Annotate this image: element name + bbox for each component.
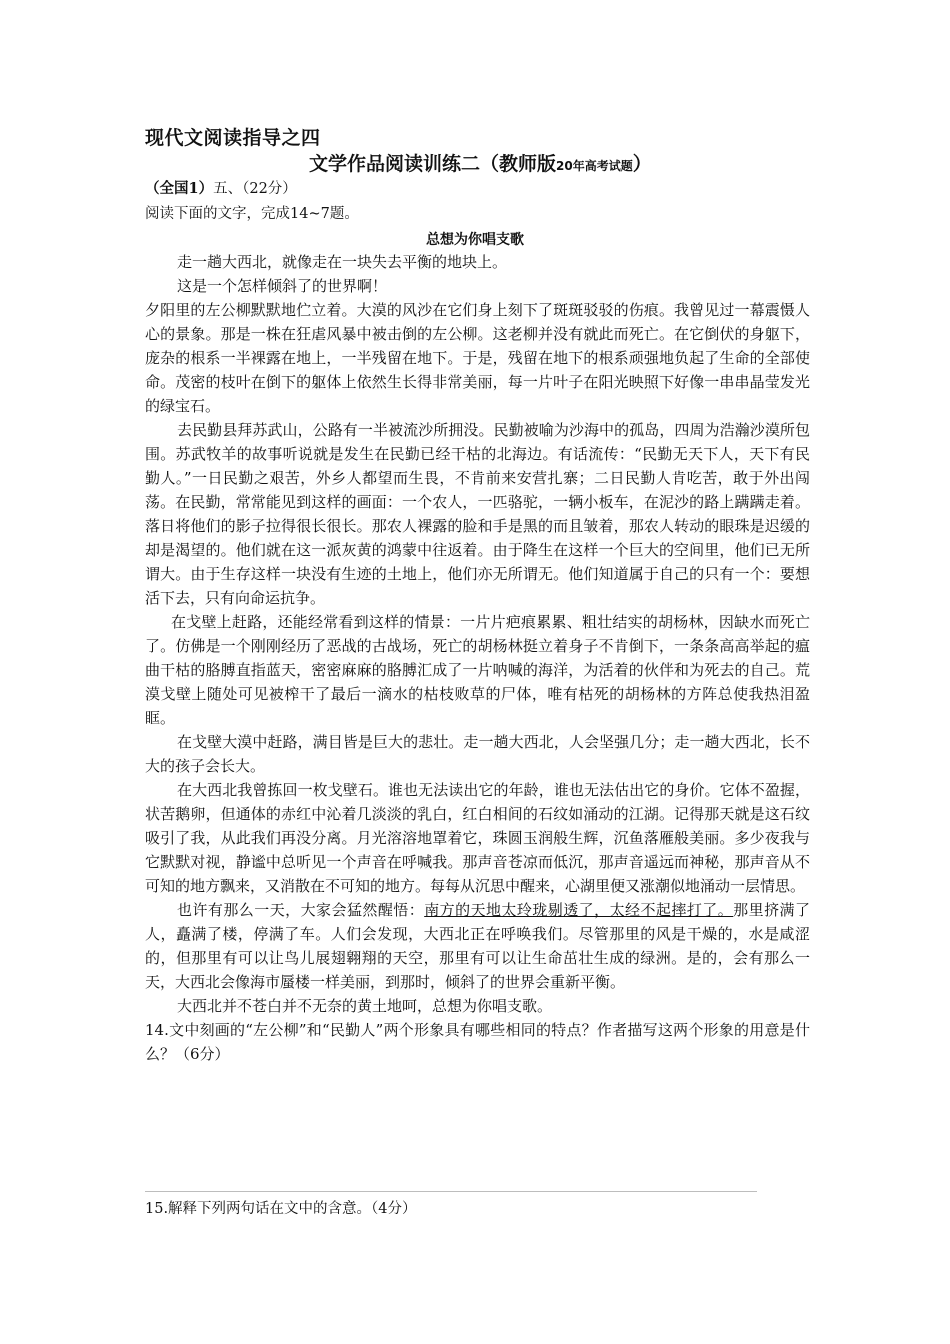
source-tag: （全国1） xyxy=(145,180,214,197)
subtitle-main: 文学作品阅读训练二（教师版 xyxy=(309,153,557,175)
document-subtitle xyxy=(309,149,652,176)
section-label: 五、（22分） xyxy=(213,181,297,197)
essay-paragraph: 大西北并不苍白并不无奈的黄土地呵，总想为你唱支歌。 xyxy=(177,997,553,1015)
subtitle-small: 20年高考试题 xyxy=(556,159,633,173)
reading-instruction: 阅读下面的文字，完成14~7题。 xyxy=(145,206,359,222)
essay-paragraph: 走一趟大西北，就像走在一块失去平衡的地块上。 xyxy=(177,253,508,271)
source-line xyxy=(145,177,297,198)
answer-divider xyxy=(145,1191,757,1192)
essay-paragraph xyxy=(145,898,810,994)
essay-title: 总想为你唱支歌 xyxy=(426,232,524,248)
paragraph-text: 也许有那么一天，大家会猛然醒悟： xyxy=(177,901,425,919)
essay-paragraph: 夕阳里的左公柳默默地伫立着。大漠的风沙在它们身上刻下了斑斑驳驳的伤痕。我曾见过一幕震慑人心的景象。那是一株在狂虐风暴中被击倒的左公柳。这老柳并没有就此而死亡。在它倒伏的身躯下，庞杂的根系一半裸露在地上，一半残留在地下。于是，残留在地下的根系顽强地负起了生命的全部使命。茂密的枝叶在倒下的躯体上依然生长得非常美丽，每一片叶子在阳光映照下好像一串串晶莹发光的绿宝石。 xyxy=(145,301,810,415)
essay-paragraph: 去民勤县拜苏武山，公路有一半被流沙所拥没。民勤被喻为沙海中的孤岛，四周为浩瀚沙漠所包围。苏武牧羊的故事听说就是发生在民勤已经干枯的北海边。有话流传：“民勤无天下人，天下有民勤人。”一日民勤之艰苦，外乡人都望而生畏，不肯前来安营扎寨；二日民勤人肯吃苦，敢于外出闯荡。在民勤，常常能见到这样的画面：一个农人，一匹骆驼，一辆小板车，在泥沙的路上蹒蹒走着。落日将他们的影子拉得很长很长。那农人裸露的脸和手是黑的而且皱着，那农人转动的眼珠是迟缓的却是渴望的。他们就在这一派灰黄的鸿蒙中往返着。由于降生在这样一个巨大的空间里，他们已无所谓大。由于生存这样一块没有生迹的土地上，他们亦无所谓无。他们知道属于自己的只有一个：要想活下去，只有向命运抗争。 xyxy=(145,421,810,607)
question-14: 14.文中刻画的“左公柳”和“民勤人”两个形象具有哪些相同的特点？作者描写这两个形象的用意是什么？（6分） xyxy=(145,1021,810,1063)
essay-paragraph: 在戈壁大漠中赶路，满目皆是巨大的悲壮。走一趟大西北，人会坚强几分；走一趟大西北，长不大的孩子会长大。 xyxy=(145,733,810,775)
underlined-sentence: 南方的天地太玲珑剔透了，太经不起摔打了。 xyxy=(424,901,734,919)
essay-body xyxy=(145,250,810,1066)
essay-paragraph: 这是一个怎样倾斜了的世界啊！ xyxy=(177,277,388,295)
essay-paragraph: 在戈壁上赶路，还能经常看到这样的情景：一片片疤痕累累、粗壮结实的胡杨林，因缺水而死亡了。仿佛是一个刚刚经历了恶战的古战场，死亡的胡杨林挺立着身子不肯倒下，一条条高高举起的瘟曲干枯的胳膊直指蓝天，密密麻麻的胳膊汇成了一片呐喊的海洋，为活着的伙伴和为死去的自己。荒漠戈壁上随处可见被榨干了最后一滴水的枯枝败草的尸体，唯有枯死的胡杨林的方阵总使我热泪盈眶。 xyxy=(145,613,810,727)
question-15: 15.解释下列两句话在文中的含意。（4分） xyxy=(145,1201,417,1217)
essay-paragraph: 在大西北我曾拣回一枚戈壁石。谁也无法读出它的年龄，谁也无法估出它的身价。它体不盈握，状苦鹅卵，但通体的赤红中沁着几淡淡的乳白，红白相间的石纹如涌动的江湖。记得那天就是这石纹吸引了我，从此我们再没分离。月光溶溶地罩着它，珠圆玉润般生辉，沉鱼落雁般美丽。多少夜我与它默默对视，静谧中总听见一个声音在呼喊我。那声音苍凉而低沉，那声音遥远而神秘，那声音从不可知的地方飘来，又消散在不可知的地方。每每从沉思中醒来，心湖里便又涨潮似地涌动一层情思。 xyxy=(145,781,810,895)
paragraph-text: 那里挤满了人，矗满了楼，停满了车。人们会发现，大西北正在呼唤我们。尽管那里的风是干燥的，水是咸涩的，但那里有可以让鸟儿展翅翱翔的天空，那里有可以让生命茁壮生成的绿洲。是的，会有那么一天，大西北会像海市蜃楼一样美丽，到那时，倾斜了的世界会重新平衡。 xyxy=(145,901,810,991)
subtitle-close: ） xyxy=(632,153,652,175)
document-title: 现代文阅读指导之四 xyxy=(145,127,321,149)
